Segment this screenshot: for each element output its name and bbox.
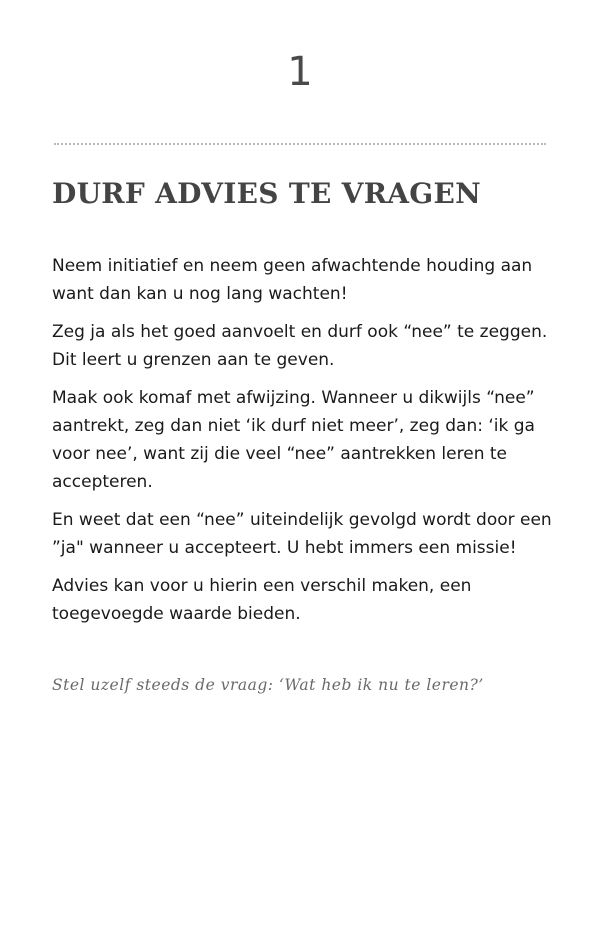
closing-quote: Stel uzelf steeds de vraag: ‘Wat heb ik nu te leren?’ [52,676,484,694]
paragraph-advice: Advies kan voor u hierin een verschil maken, een toegevoegde waarde bieden. [52,576,472,624]
section-divider [54,143,546,145]
chapter-title: DURF ADVIES TE VRAGEN [52,177,482,210]
page-number: 1 [287,49,313,95]
paragraph-initiative: Neem initiatief en neem geen afwachtende houding aan want dan kan u nog lang wachten! [52,256,533,304]
body-text [52,252,552,638]
paragraph-boundaries: Zeg ja als het goed aanvoelt en durf ook “nee” te zeggen. Dit leert u grenzen aan te geven. [52,322,548,370]
paragraph-mission: En weet dat een “nee” uiteindelijk gevolgd wordt door een ”ja" wanneer u accepteert. U hebt immers een missie! [52,510,552,558]
paragraph-rejection: Maak ook komaf met afwijzing. Wanneer u dikwijls “nee” aantrekt, zeg dan niet ‘ik durf niet meer’, zeg dan: ‘ik ga voor nee’, want zij die veel “nee” aantrekken leren te accepteren. [52,388,535,492]
